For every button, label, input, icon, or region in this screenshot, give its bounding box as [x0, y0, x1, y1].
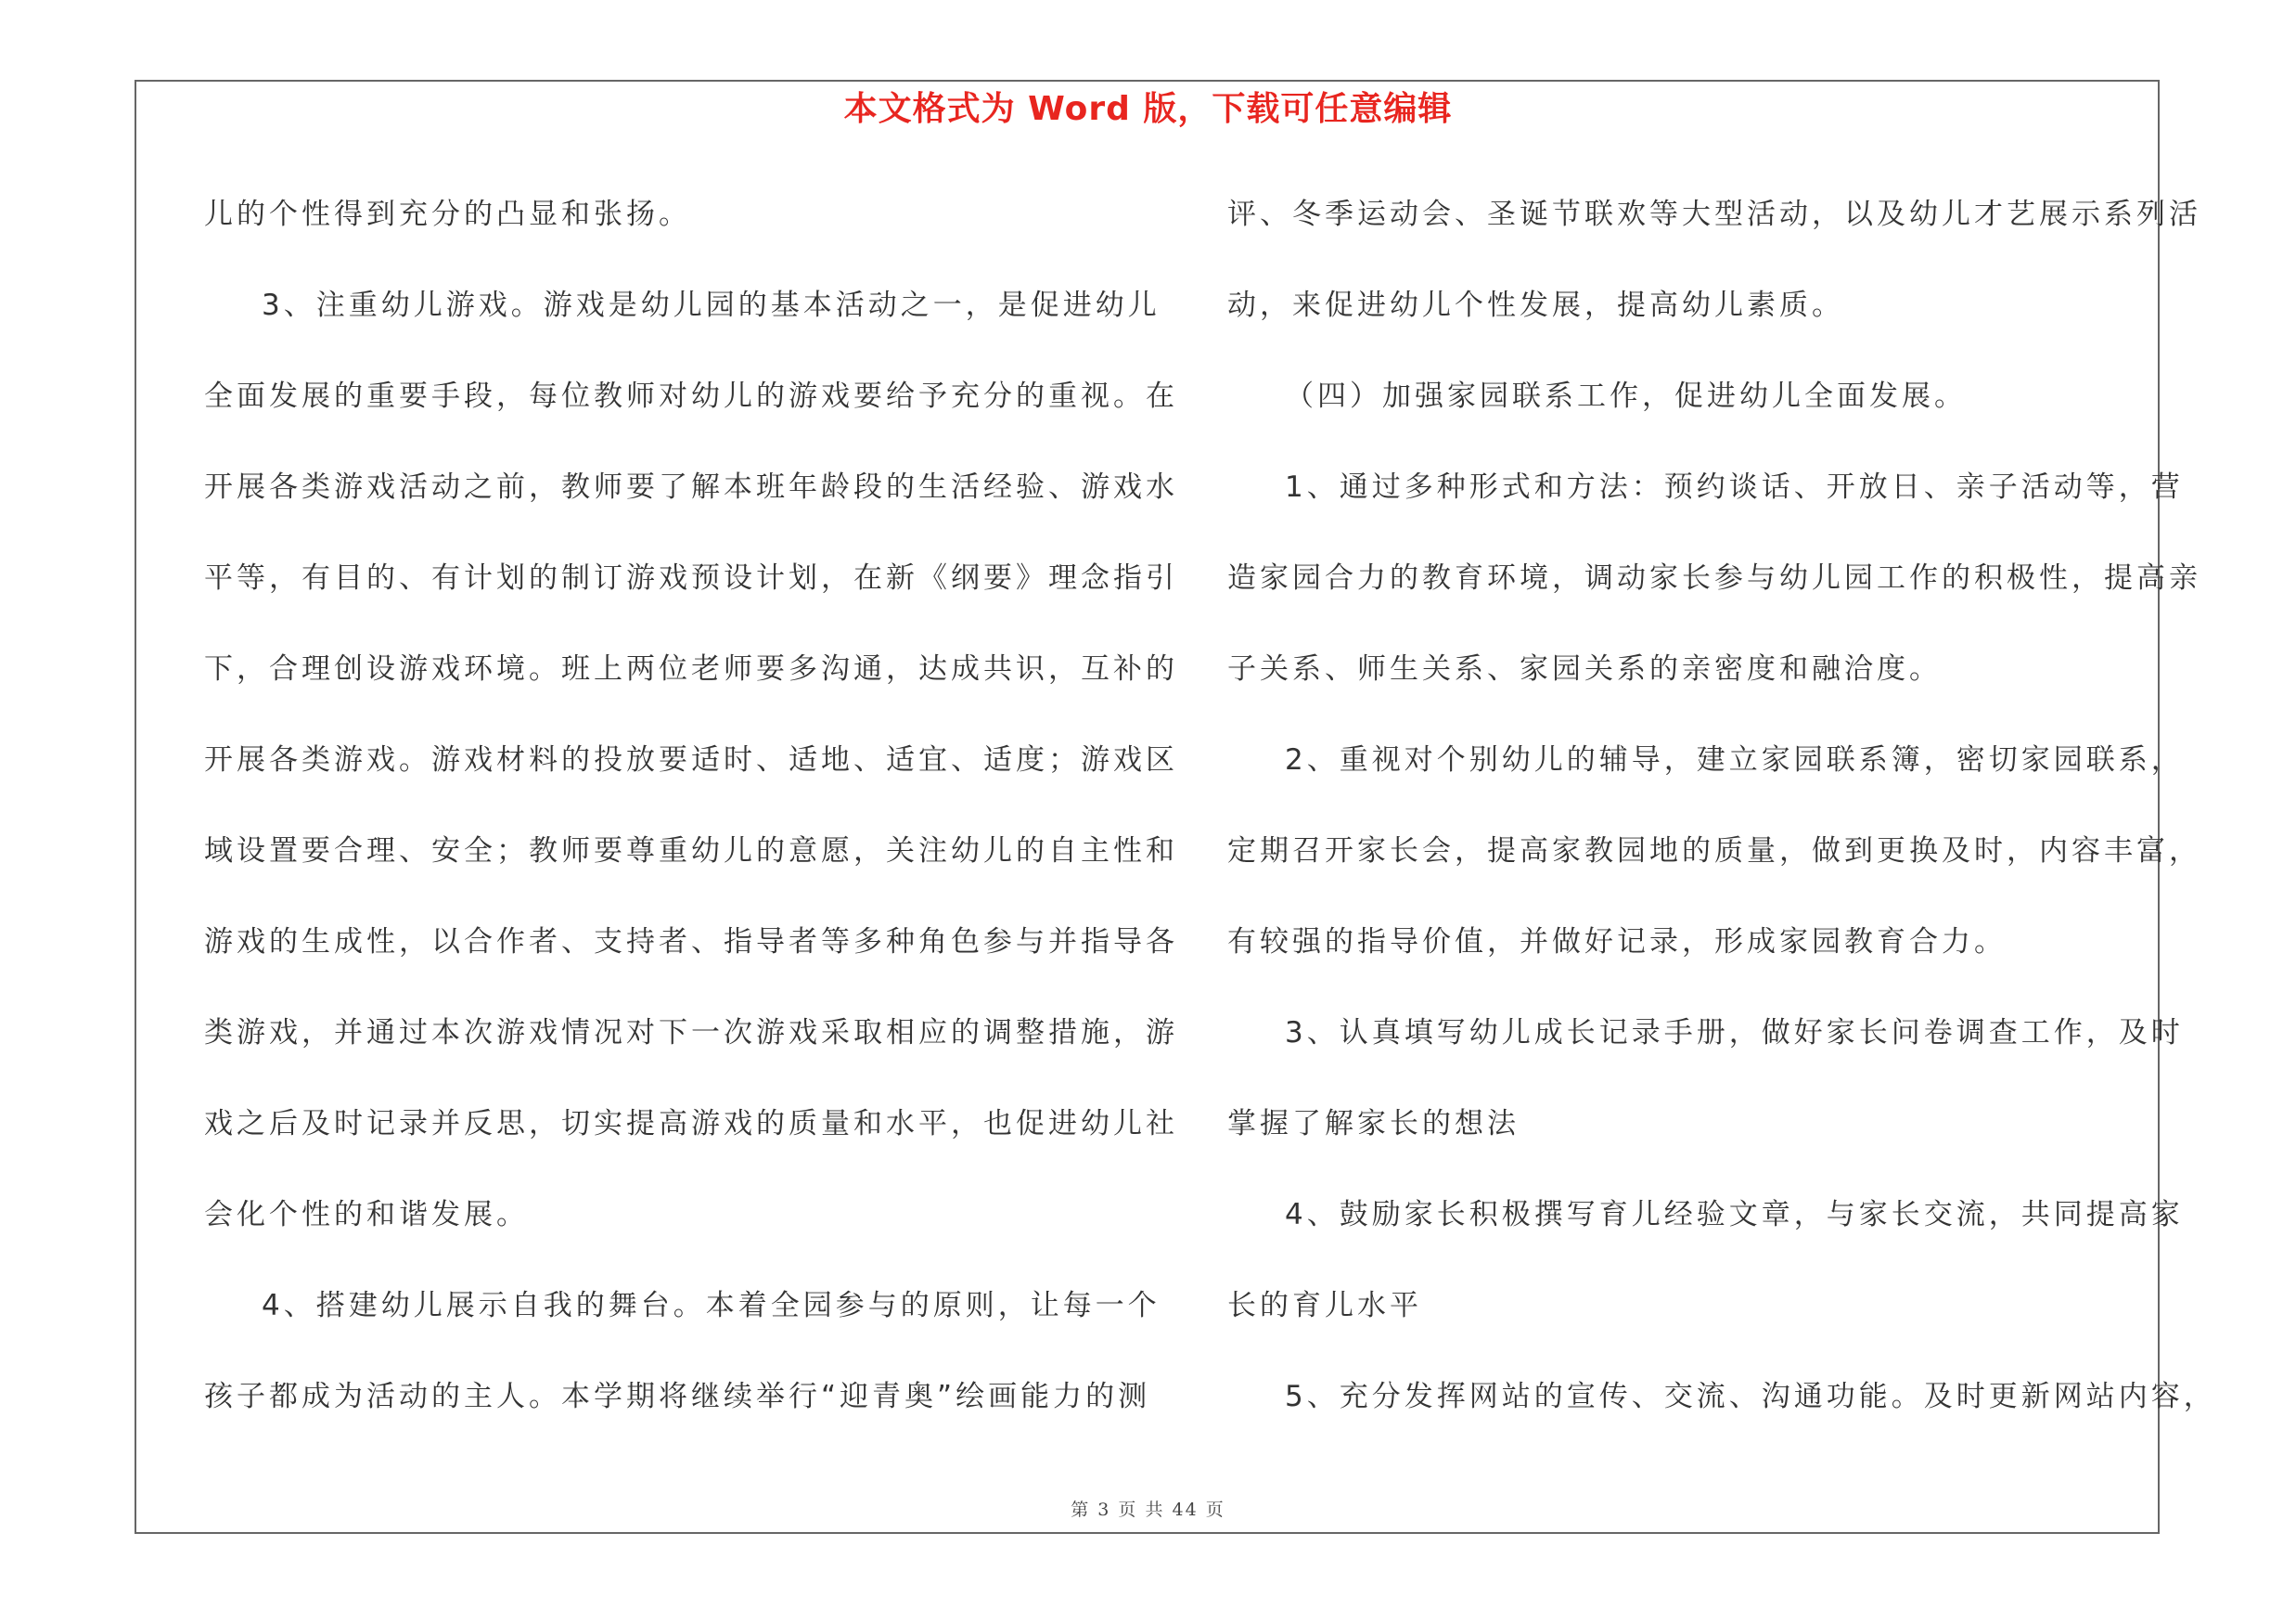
text-line: 有较强的指导价值，并做好记录，形成家园教育合力。	[1227, 925, 2007, 959]
text-line: 子关系、师生关系、家园关系的亲密度和融洽度。	[1227, 652, 1942, 686]
text-line: 造家园合力的教育环境，调动家长参与幼儿园工作的积极性，提高亲	[1227, 561, 2201, 595]
text-line: 动，来促进幼儿个性发展，提高幼儿素质。	[1227, 289, 1844, 322]
text-line: 会化个性的和谐发展。	[204, 1198, 529, 1231]
text-line: 5、充分发挥网站的宣传、交流、沟通功能。及时更新网站内容，	[1285, 1380, 2216, 1413]
text-line: 类游戏，并通过本次游戏情况对下一次游戏采取相应的调整措施，游	[204, 1016, 1178, 1050]
text-line: 戏之后及时记录并反思，切实提高游戏的质量和水平，也促进幼儿社	[204, 1107, 1178, 1140]
text-line: 开展各类游戏活动之前，教师要了解本班年龄段的生活经验、游戏水	[204, 470, 1178, 504]
text-line: 平等，有目的、有计划的制订游戏预设计划，在新《纲要》理念指引	[204, 561, 1178, 595]
text-line: 掌握了解家长的想法	[1227, 1107, 1520, 1140]
text-line: 1、通过多种形式和方法：预约谈话、开放日、亲子活动等，营	[1285, 470, 2184, 504]
text-line: 定期召开家长会，提高家教园地的质量，做到更换及时，内容丰富，	[1227, 834, 2201, 868]
text-line: （四）加强家园联系工作，促进幼儿全面发展。	[1285, 380, 1967, 413]
text-line: 4、鼓励家长积极撰写育儿经验文章，与家长交流，共同提高家	[1285, 1198, 2184, 1231]
page-number: 第 3 页 共 44 页	[1071, 1500, 1225, 1520]
text-line: 儿的个性得到充分的凸显和张扬。	[204, 198, 691, 231]
left-text-column	[204, 169, 1178, 1442]
text-line: 4、搭建幼儿展示自我的舞台。本着全园参与的原则，让每一个	[262, 1289, 1161, 1322]
text-line: 下，合理创设游戏环境。班上两位老师要多沟通，达成共识，互补的	[204, 652, 1178, 686]
text-line: 域设置要合理、安全；教师要尊重幼儿的意愿，关注幼儿的自主性和	[204, 834, 1178, 868]
text-line: 孩子都成为活动的主人。本学期将继续举行“迎青奥”绘画能力的测	[204, 1380, 1151, 1413]
text-line: 全面发展的重要手段，每位教师对幼儿的游戏要给予充分的重视。在	[204, 380, 1178, 413]
format-notice-banner: 本文格式为 Word 版，下载可任意编辑	[843, 90, 1453, 128]
text-line: 游戏的生成性，以合作者、支持者、指导者等多种角色参与并指导各	[204, 925, 1178, 959]
text-line: 开展各类游戏。游戏材料的投放要适时、适地、适宜、适度；游戏区	[204, 743, 1178, 777]
text-line: 2、重视对个别幼儿的辅导，建立家园联系簿，密切家园联系，	[1285, 743, 2184, 777]
text-line: 3、注重幼儿游戏。游戏是幼儿园的基本活动之一，是促进幼儿	[262, 289, 1161, 322]
text-line: 3、认真填写幼儿成长记录手册，做好家长问卷调查工作，及时	[1285, 1016, 2184, 1050]
text-line: 长的育儿水平	[1227, 1289, 1422, 1322]
text-line: 评、冬季运动会、圣诞节联欢等大型活动，以及幼儿才艺展示系列活	[1227, 198, 2201, 231]
right-text-column	[1227, 169, 2216, 1442]
